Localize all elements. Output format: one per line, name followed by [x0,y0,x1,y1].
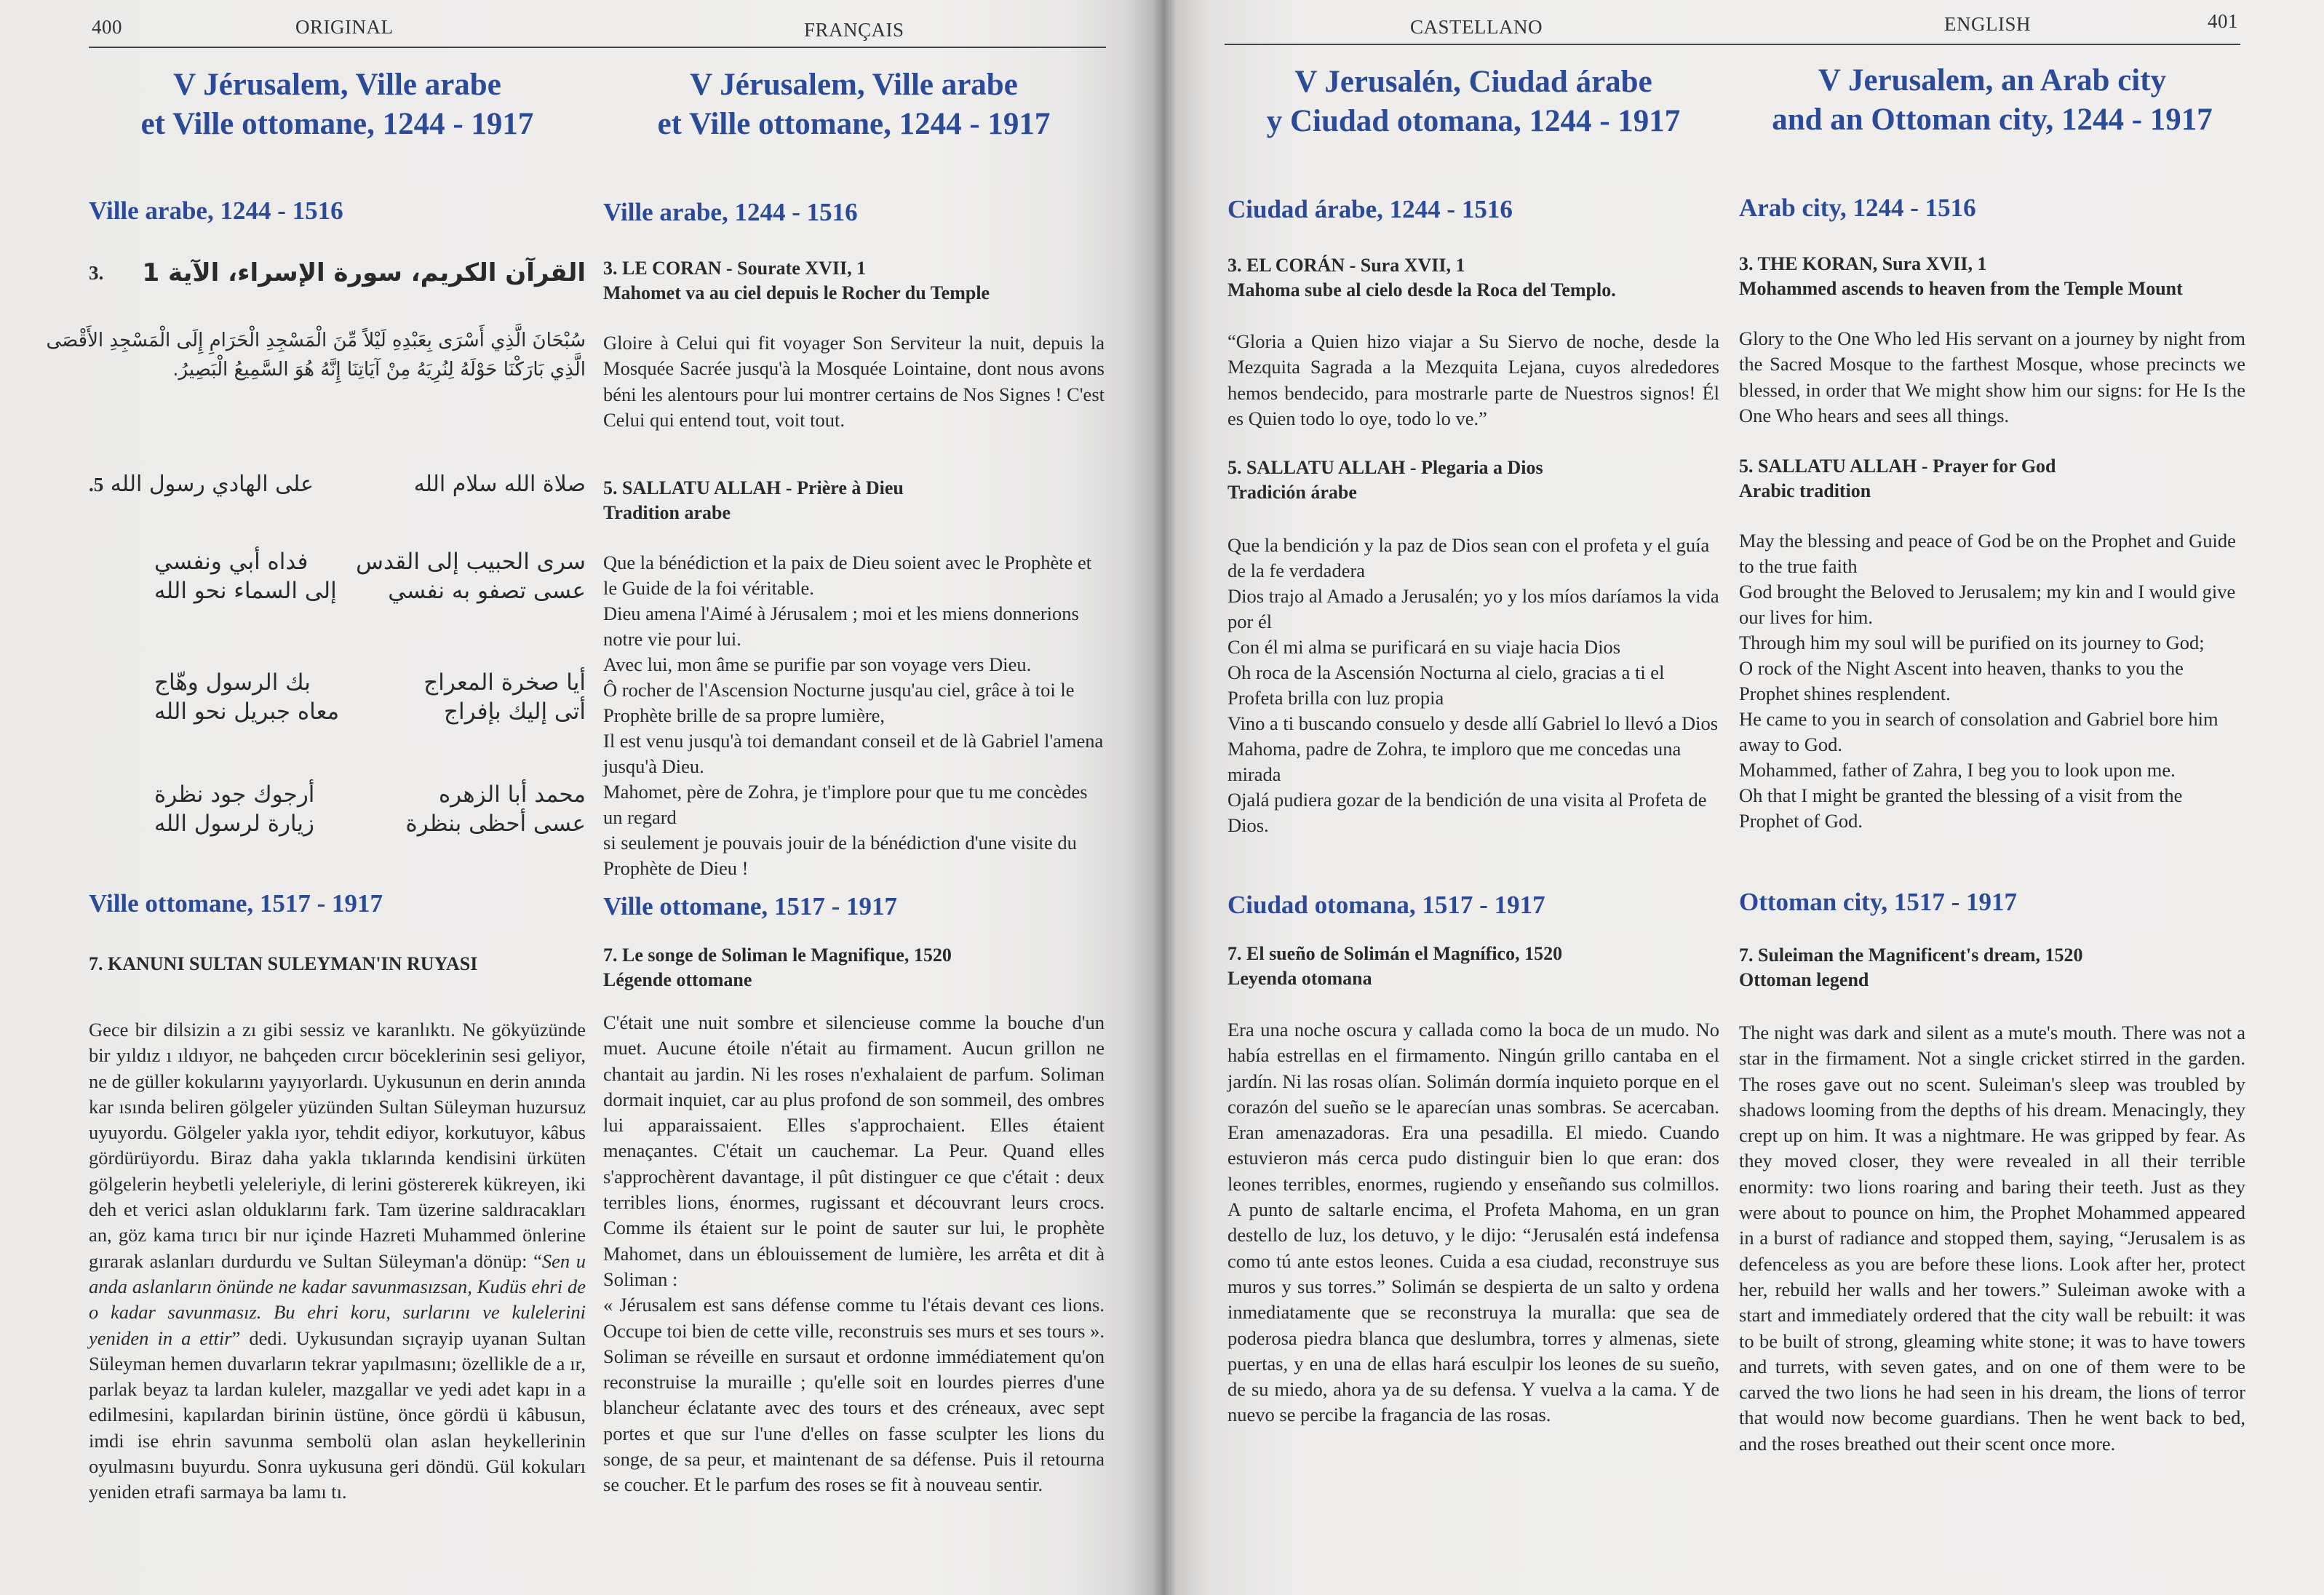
item-heading: 3. THE KORAN, Sura XVII, 1 [1739,253,1987,274]
prayer-line: Mahoma, padre de Zohra, te imploro que me concedas una mirada [1227,738,1682,785]
subsection-heading [603,256,1105,306]
story-body-turkish [89,1017,586,1505]
prayer-line: Dieu amena l'Aimé à Jérusalem ; moi et les miens donnerions notre vie pour lui. [603,602,1079,650]
section-heading: Ville arabe, 1244 - 1516 [89,196,343,225]
poem-hemistich: زيارة لرسول الله [154,811,314,837]
poem-hemistich: عسى أحظى بنظرة [405,811,586,837]
story-body-french [603,1010,1105,1498]
prayer-line: Il est venu jusqu'à toi demandant conseil et de là Gabriel l'amena jusqu'à Dieu. [603,730,1104,777]
verse-line: سُبْحَانَ الَّذِي أَسْرَى بِعَبْدِهِ لَيْلاً مِّنَ الْمَسْجِدِ الْحَرَامِ إِلَى الْمَسْجِدِ الأَقْصَى [46,330,586,351]
prayer-line: Through him my soul will be purified on its journey to God; [1739,632,2205,653]
prayer-line: May the blessing and peace of God be on the Prophet and Guide to the true faith [1739,530,2236,577]
subsection-heading [1739,943,2245,993]
paragraph: « Jérusalem est sans défense comme tu l'étais devant ces lions. Occupe toi bien de cette ville, reconstruis ses murs et ses tours ». Soliman se réveille en sursaut et ordonne immédiatement qu'on reconstruise la muraille ; qu'elle soit en lourdes pierres d'une blancheur éclatante avec des tours et des créneaux, avec sept portes et que sur l'une d'elles on fasse sculpter les lions du songe, de sa peur, et maintenant de sa défense. Puis il retourna se coucher. Et le parfum des roses se fit à nouveau sentir. [603,1294,1105,1496]
prayer-line: Que la bénédiction et la paix de Dieu soient avec le Prophète et le Guide de la foi véritable. [603,552,1092,599]
poem-hemistich: فداه أبي ونفسي [154,549,309,575]
item-heading: 3. EL CORÁN - Sura XVII, 1 [1227,255,1465,276]
subsection-heading [1739,454,2245,504]
item-heading: 5. SALLATU ALLAH - Plegaria a Dios [1227,457,1543,478]
prayer-line: God brought the Beloved to Jerusalem; my kin and I would give our lives for him. [1739,581,2236,628]
item-subheading: Mahoma sube al cielo desde la Roca del Templo. [1227,279,1616,301]
prayer-line: Avec lui, mon âme se purifie par son voyage vers Dieu. [603,653,1032,675]
prayer-line: Con él mi alma se purificará en su viaje hacia Dios [1227,636,1621,658]
prayer-line: Oh roca de la Ascensión Nocturna al cielo, gracias a ti el Profeta brilla con luz propia [1227,661,1665,709]
column-header-spanish: CASTELLANO [1410,16,1543,38]
subsection-heading [1227,456,1719,505]
section-heading: Arab city, 1244 - 1516 [1739,194,1976,222]
item-number: 3. [89,261,104,284]
section-heading: Ciudad árabe, 1244 - 1516 [1227,195,1513,223]
title-line: et Ville ottomane, 1244 - 1917 [657,107,1051,141]
poem-hemistich: معاه جبريل نحو الله [154,699,340,725]
section-heading: Ville ottomane, 1517 - 1917 [603,892,898,920]
prayer-line: Ô rocher de l'Ascension Nocturne jusqu'au ciel, grâce à toi le Prophète brille de sa propre lumière, [603,679,1075,726]
item-subheading: Arabic tradition [1739,480,1871,501]
poem-hemistich: أيا صخرة المعراج [423,669,586,696]
section-heading: Ciudad otomana, 1517 - 1917 [1227,891,1545,919]
item-subheading: Tradition arabe [603,502,731,523]
poem-stanza-1 [89,547,586,605]
french-title [603,65,1105,144]
item-heading: 7. Le songe de Soliman le Magnifique, 1520 [603,944,952,966]
quran-heading-arabic: القرآن الكريم، سورة الإسراء، الآية 1 [142,258,586,287]
story-heading: 7. KANUNI SULTAN SULEYMAN'IN RUYASI [89,953,478,974]
title-line: et Ville ottomane, 1244 - 1917 [140,107,534,141]
item-heading: 5. SALLATU ALLAH - Prayer for God [1739,456,2056,477]
item-heading: 7. El sueño de Solimán el Magnífico, 1520 [1227,943,1563,964]
spanish-title [1227,63,1719,141]
story-body-english: The night was dark and silent as a mute's mouth. There was not a star in the firmament. Not a single cricket stirred in the garden. The roses gave out no scent. Suleiman's sleep was troubled by shadows looming from the depths of his dream. Menacingly, they crept up on him. It was a nightmare. He was gripped by fear. As they moved closer, they were revealed in all their terrible enormity: two lions roaring and baring their teeth. Just as they were about to pounce on him, the Prophet Mohammed appeared in a burst of radiance and stopped them, saying, “Jerusalem is as defenceless as you are before these lions. Look after her, protect her, rebuild her walls and her towers.” Suleiman awoke with a start and immediately ordered that the city wall be rebuilt: it was to be built of strong, gleaming white stone; it was to have towers and turrets, with seven gates, and on one of them were to be carved the two lions he had seen in his dream, the lions of terror that would now become guardians. Then he went back to bed, and the roses breathed out their scent once more. [1739,1022,2245,1455]
item-heading: 7. Suleiman the Magnificent's dream, 1520 [1739,944,2083,966]
poem-title-row [89,472,586,497]
column-original [46,0,586,1595]
poem-hemistich: أتى إليك بإفراج [444,699,586,725]
quran-heading-row [89,258,586,287]
prayer-line: O rock of the Night Ascent into heaven, thanks to you the Prophet shines resplendent. [1739,657,2184,704]
verse-line: الَّذِي بَارَكْنَا حَوْلَهُ لِنُرِيَهُ مِنْ آيَاتِنَا إِنَّهُ هُوَ السَّمِيعُ الْبَصِيرُ. [172,359,586,381]
column-spanish [1227,0,1719,1595]
title-line: V Jerusalem, an Arab city [1818,63,2167,98]
prayer-line: Vino a ti buscando consuelo y desde allí Gabriel lo llevó a Dios [1227,712,1719,734]
prayer-line: Mahomet, père de Zohra, je t'implore pour que tu me concèdes un regard [603,781,1088,828]
poem-title-left: على الهادي رسول الله [110,472,314,497]
prayer-line: si seulement je pouvais jouir de la bénédiction d'une visite du Prophète de Dieu ! [603,832,1077,879]
poem-hemistich: سرى الحبيب إلى القدس [356,549,586,575]
section-heading: Ville arabe, 1244 - 1516 [603,198,858,226]
item-number: 5. [89,474,104,496]
koran-text: “Gloria a Quien hizo viajar a Su Siervo de noche, desde la Mezquita Sagrada a la Mezquita Lejana, cuyos alrededores hemos bendecido, para mostrarle parte de Nuestros signos! Él es Quien todo lo oye, todo lo ve.” [1227,330,1719,429]
title-line: y Ciudad otomana, 1244 - 1917 [1266,104,1681,138]
prayer-line: Que la bendición y la paz de Dios sean con el profeta y el guía de la fe verdadera [1227,534,1710,581]
item-subheading: Légende ottomane [603,969,752,990]
subsection-heading [1227,253,1719,303]
column-french [603,0,1105,1595]
title-line: V Jérusalem, Ville arabe [690,68,1018,102]
koran-text: Glory to the One Who led His servant on a journey by night from the Sacred Mosque to the farthest Mosque, whose precincts we blessed, in order that We might show him our signs: for He Is the One Who hears and sees all things. [1739,327,2245,426]
prayer-line: Oh that I might be granted the blessing of a visit from the Prophet of God. [1739,784,2183,832]
title-line: V Jerusalén, Ciudad árabe [1294,65,1652,99]
story-quote: Sen u anda aslanların önünde ne kadar savunmasızsan, Kudüs ehri de o kadar savunmasız. Bu ehri koru, surlarını ve kulelerini yeniden in a ettir [89,1249,586,1349]
story-text: Gece bir dilsizin a zı gibi sessiz ve karanlıktı. Ne gökyüzünde bir yıldız ı ıldıyor, ne bahçeden cırcır böceklerinin sesi geliyor, ne de güller kokularını yayıyorlardı. Uykusunun en derin anında kar ısında beliren gölgeler yüzünden Sultan Süleyman huzursuz uyuyordu. Gölgeler yakla ıyor, tehdit ediyor, korkutuyor, kâbus gördürüyordu. Biraz daha yakla tıklarında kendisini ürküten gölgelerin heybetli yeleleriyle, di lerini göstererek kükreyen, iki deh et verici aslan olduklarını fark. Tam üzerine saldıracakları an, göz kama tırıcı bir nur içinde Hazreti Muhammed önlerine gırarak aslanları durdurdu ve Sultan Süleyman'a dönüp: “ [89,1019,586,1272]
prayer-lines [1739,528,2245,834]
koran-text: Gloire à Celui qui fit voyager Son Serviteur la nuit, depuis la Mosquée Sacrée jusqu'à la Mosquée Lointaine, dont nous avons béni les alentours pour lui montrer certains de Nos Signes ! C'est Celui qui entend tout, voit tout. [603,332,1105,431]
column-header-french: FRANÇAIS [804,19,904,41]
page-number-left: 400 [92,16,122,38]
section-heading: Ville ottomane, 1517 - 1917 [89,889,383,918]
original-title [89,65,586,144]
poem-hemistich: محمد أبا الزهره [438,781,586,808]
subsection-heading [1227,942,1719,991]
page-number-right: 401 [2208,10,2238,32]
poem-stanza-2 [89,668,586,726]
story-text: ” dedi. Uykusundan sıçrayip uyanan Sultan Süleyman hemen duvarların tekrar yapılmasını; özellikle de a ır, parlak beyaz ta lardan kuleler, mazgallar ve yedi adet kapı in a edilmesini, kapılardan birinin üstüne, önce gördü ü kâbusun, imdi ise ehrin savunma sembolü olan aslan heykellerinin oyulmasını buyurdu. Sonra uykusuna geri döndü. Gül kokuları yeniden etrafi sarmaya ba lamı tı. [89,1326,586,1503]
prayer-lines [1227,533,1719,838]
item-subheading: Ottoman legend [1739,969,1869,990]
subsection-heading [1739,252,2245,301]
column-header-original: ORIGINAL [295,16,394,38]
paragraph: C'était une nuit sombre et silencieuse comme la bouche d'un muet. Aucune étoile n'était au firmament. Aucun grillon ne chantait au jardin. Ni les roses n'exhalaient de parfum. Soliman dormait inquiet, car au plus profond de son sommeil, des ombres lui apparaissaient. Elles s'approchaient. Elles étaient menaçantes. C'était un cauchemar. La Peur. Quand elles s'approchèrent davantage, il pût distinguer ce que c'était : deux terribles lions, énormes, rugissant et découvrant leurs crocs. Comme ils étaient sur le point de sauter sur lui, le prophète Mahomet, dans un éblouissement de lumière, les arrêta et dit à Soliman : [603,1011,1105,1290]
section-heading: Ottoman city, 1517 - 1917 [1739,888,2018,916]
item-subheading: Tradición árabe [1227,482,1357,503]
subsection-heading [603,943,1105,993]
item-heading: 3. LE CORAN - Sourate XVII, 1 [603,258,867,279]
poem-hemistich: عسى تصفو به نفسي [388,578,586,604]
poem-hemistich: أرجوك جود نظرة [154,781,315,808]
quran-verse-arabic [46,326,586,384]
poem-title-right: صلاة الله سلام الله [413,472,586,497]
poem-hemistich: بك الرسول وهّاج [154,669,311,696]
prayer-lines [603,550,1105,881]
poem-stanza-3 [89,780,586,838]
prayer-line: Mohammed, father of Zahra, I beg you to look upon me. [1739,759,2176,781]
item-heading: 5. SALLATU ALLAH - Prière à Dieu [603,477,904,498]
column-english [1739,0,2245,1595]
subsection-heading [603,476,1105,525]
story-body-spanish: Era una noche oscura y callada como la boca de un mudo. No había estrellas en el firmamento. Ningún grillo cantaba en el jardín. Ni las rosas olían. Solimán dormía inquieto porque en el corazón del sueño se le aparecían unas sombras. Se acercaban. Eran amenazadoras. Era una pesadilla. El miedo. Cuando estuvieron más cerca pudo distinguir bien lo que eran: dos leones terribles, enormes, rugiendo y enseñando sus colmillos. A punto de saltarle encima, el Profeta Mahoma, en un gran destello de luz, los detuvo, y le dijo: “Jerusalén está indefensa como tú ante estos leones. Cuida a esa ciudad, reconstruye sus muros y sus torres.” Solimán se despierta de un salto y ordena inmediatamente que se reconstruya la muralla: que sea de poderosa piedra blanca que deslumbra, torres y almenas, siete puertas, y en una de ellas hará esculpir los leones de su sueño, de su miedo, ahora ya de su defensa. Y vuelva a la cama. Y de nuevo se percibe la fragancia de las rosas. [1227,1019,1719,1426]
item-subheading: Mahomet va au ciel depuis le Rocher du Temple [603,282,990,303]
prayer-line: Ojalá pudiera gozar de la bendición de una visita al Profeta de Dios. [1227,789,1707,836]
poem-hemistich: إلى السماء نحو الله [154,578,337,604]
title-line: V Jérusalem, Ville arabe [173,68,501,102]
english-title [1739,61,2245,140]
item-subheading: Leyenda otomana [1227,968,1372,989]
column-header-english: ENGLISH [1944,13,2031,35]
item-subheading: Mohammed ascends to heaven from the Temple Mount [1739,278,2183,299]
prayer-line: Dios trajo al Amado a Jerusalén; yo y los míos daríamos la vida por él [1227,585,1719,632]
title-line: and an Ottoman city, 1244 - 1917 [1772,103,2213,137]
prayer-line: He came to you in search of consolation and Gabriel bore him away to God. [1739,708,2218,755]
